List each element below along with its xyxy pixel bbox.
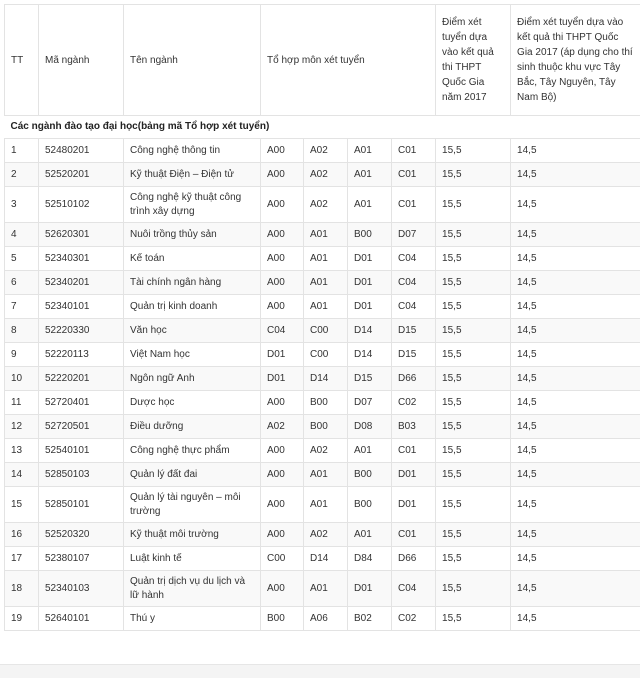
row-code: 52850101	[39, 487, 124, 523]
row-score-region: 14,5	[511, 271, 640, 295]
row-code: 52220201	[39, 367, 124, 391]
horizontal-scrollbar[interactable]	[0, 664, 640, 678]
row-combo-1: A00	[261, 139, 304, 163]
row-code: 52720501	[39, 415, 124, 439]
row-code: 52220330	[39, 319, 124, 343]
row-tt: 3	[5, 187, 39, 223]
table-row	[5, 439, 640, 463]
row-combo-3: D14	[348, 319, 392, 343]
row-combo-3: D08	[348, 415, 392, 439]
table-row	[5, 367, 640, 391]
row-tt: 15	[5, 487, 39, 523]
row-score-national: 15,5	[436, 391, 511, 415]
row-combo-3: A01	[348, 439, 392, 463]
header-score-national: Điểm xét tuyển dựa vào kết quả thi THPT Quốc Gia năm 2017	[436, 5, 511, 116]
row-combo-1: A00	[261, 271, 304, 295]
row-score-national: 15,5	[436, 139, 511, 163]
row-combo-1: A00	[261, 295, 304, 319]
row-name: Việt Nam học	[124, 343, 261, 367]
row-score-national: 15,5	[436, 271, 511, 295]
row-combo-1: A00	[261, 163, 304, 187]
row-name: Quản lý tài nguyên – môi trường	[124, 487, 261, 523]
row-score-region: 14,5	[511, 367, 640, 391]
row-name: Quản lý đất đai	[124, 463, 261, 487]
row-combo-3: A01	[348, 523, 392, 547]
row-score-national: 15,5	[436, 187, 511, 223]
header-name: Tên ngành	[124, 5, 261, 116]
table-row	[5, 571, 640, 607]
row-score-national: 15,5	[436, 571, 511, 607]
row-code: 52720401	[39, 391, 124, 415]
row-combo-2: A02	[304, 439, 348, 463]
row-score-national: 15,5	[436, 415, 511, 439]
row-code: 52340101	[39, 295, 124, 319]
row-combo-2: A01	[304, 295, 348, 319]
header-tt: TT	[5, 5, 39, 116]
row-score-national: 15,5	[436, 367, 511, 391]
row-score-national: 15,5	[436, 487, 511, 523]
section-title: Các ngành đào tạo đại học(bảng mã Tổ hợp xét tuyển)	[5, 116, 640, 139]
row-combo-3: B02	[348, 607, 392, 631]
row-score-region: 14,5	[511, 607, 640, 631]
row-code: 52340103	[39, 571, 124, 607]
section-row	[5, 116, 640, 139]
row-combo-4: C04	[392, 247, 436, 271]
row-combo-2: A06	[304, 607, 348, 631]
row-combo-4: C02	[392, 607, 436, 631]
row-score-region: 14,5	[511, 547, 640, 571]
row-score-region: 14,5	[511, 139, 640, 163]
row-tt: 16	[5, 523, 39, 547]
row-tt: 2	[5, 163, 39, 187]
row-combo-1: A00	[261, 463, 304, 487]
row-combo-4: D66	[392, 547, 436, 571]
row-combo-3: A01	[348, 187, 392, 223]
row-score-national: 15,5	[436, 439, 511, 463]
row-name: Tài chính ngân hàng	[124, 271, 261, 295]
row-score-region: 14,5	[511, 187, 640, 223]
row-combo-1: A00	[261, 439, 304, 463]
row-combo-2: A02	[304, 523, 348, 547]
row-score-region: 14,5	[511, 523, 640, 547]
row-score-region: 14,5	[511, 415, 640, 439]
table-row	[5, 319, 640, 343]
row-combo-4: D15	[392, 343, 436, 367]
row-combo-3: B00	[348, 487, 392, 523]
table-row	[5, 271, 640, 295]
row-combo-2: A02	[304, 139, 348, 163]
row-code: 52540101	[39, 439, 124, 463]
table-row	[5, 463, 640, 487]
row-tt: 13	[5, 439, 39, 463]
row-combo-4: D07	[392, 223, 436, 247]
row-combo-3: D07	[348, 391, 392, 415]
row-tt: 17	[5, 547, 39, 571]
row-combo-2: D14	[304, 367, 348, 391]
row-code: 52340301	[39, 247, 124, 271]
row-combo-2: A01	[304, 571, 348, 607]
table-row	[5, 247, 640, 271]
row-combo-4: C01	[392, 439, 436, 463]
row-score-national: 15,5	[436, 607, 511, 631]
row-tt: 9	[5, 343, 39, 367]
row-combo-2: A01	[304, 271, 348, 295]
row-name: Công nghệ kỹ thuật công trình xây dựng	[124, 187, 261, 223]
row-combo-2: A01	[304, 223, 348, 247]
row-score-region: 14,5	[511, 487, 640, 523]
row-combo-1: A00	[261, 571, 304, 607]
row-combo-1: A00	[261, 247, 304, 271]
table-row	[5, 391, 640, 415]
row-combo-3: A01	[348, 139, 392, 163]
row-tt: 18	[5, 571, 39, 607]
row-combo-4: D15	[392, 319, 436, 343]
admission-table	[4, 4, 640, 631]
row-score-national: 15,5	[436, 295, 511, 319]
row-score-region: 14,5	[511, 247, 640, 271]
row-score-region: 14,5	[511, 319, 640, 343]
table-row	[5, 223, 640, 247]
row-score-region: 14,5	[511, 463, 640, 487]
table-row	[5, 547, 640, 571]
row-score-region: 14,5	[511, 295, 640, 319]
row-code: 52220113	[39, 343, 124, 367]
row-combo-1: A00	[261, 187, 304, 223]
table-body	[5, 116, 640, 631]
row-combo-4: C01	[392, 523, 436, 547]
table-row	[5, 163, 640, 187]
row-code: 52520201	[39, 163, 124, 187]
row-combo-2: A01	[304, 487, 348, 523]
row-code: 52640101	[39, 607, 124, 631]
row-combo-1: A00	[261, 223, 304, 247]
row-combo-1: D01	[261, 343, 304, 367]
row-combo-1: A02	[261, 415, 304, 439]
table-row	[5, 295, 640, 319]
header-score-region: Điểm xét tuyển dựa vào kết quả thi THPT Quốc Gia 2017 (áp dụng cho thí sinh thuộc khu vực Tây Bắc, Tây Nguyên, Tây Nam Bộ)	[511, 5, 640, 116]
row-combo-4: C01	[392, 139, 436, 163]
row-combo-1: A00	[261, 487, 304, 523]
row-combo-3: D01	[348, 295, 392, 319]
row-code: 52340201	[39, 271, 124, 295]
row-combo-2: B00	[304, 391, 348, 415]
row-name: Thú y	[124, 607, 261, 631]
row-name: Kỹ thuật Điện – Điện tử	[124, 163, 261, 187]
row-combo-4: C04	[392, 571, 436, 607]
row-combo-3: D01	[348, 571, 392, 607]
row-combo-2: D14	[304, 547, 348, 571]
row-combo-4: C02	[392, 391, 436, 415]
row-code: 52510102	[39, 187, 124, 223]
row-combo-3: D14	[348, 343, 392, 367]
row-combo-4: D01	[392, 463, 436, 487]
row-score-region: 14,5	[511, 163, 640, 187]
row-tt: 14	[5, 463, 39, 487]
row-combo-2: A02	[304, 187, 348, 223]
row-combo-1: C00	[261, 547, 304, 571]
table-row	[5, 523, 640, 547]
row-code: 52620301	[39, 223, 124, 247]
row-name: Công nghệ thông tin	[124, 139, 261, 163]
row-combo-4: C04	[392, 295, 436, 319]
row-name: Điều dưỡng	[124, 415, 261, 439]
row-score-national: 15,5	[436, 247, 511, 271]
row-combo-1: B00	[261, 607, 304, 631]
row-combo-2: C00	[304, 319, 348, 343]
row-combo-4: D66	[392, 367, 436, 391]
row-score-region: 14,5	[511, 571, 640, 607]
row-combo-3: D01	[348, 247, 392, 271]
row-score-region: 14,5	[511, 391, 640, 415]
row-code: 52480201	[39, 139, 124, 163]
row-tt: 4	[5, 223, 39, 247]
row-name: Kỹ thuật môi trường	[124, 523, 261, 547]
row-tt: 8	[5, 319, 39, 343]
row-combo-4: C04	[392, 271, 436, 295]
row-tt: 5	[5, 247, 39, 271]
row-combo-4: D01	[392, 487, 436, 523]
row-name: Dược học	[124, 391, 261, 415]
row-combo-2: A01	[304, 247, 348, 271]
row-name: Quản trị kinh doanh	[124, 295, 261, 319]
row-score-region: 14,5	[511, 439, 640, 463]
row-combo-1: D01	[261, 367, 304, 391]
row-tt: 1	[5, 139, 39, 163]
row-tt: 10	[5, 367, 39, 391]
table-row	[5, 487, 640, 523]
row-combo-1: C04	[261, 319, 304, 343]
row-combo-2: A02	[304, 163, 348, 187]
row-score-national: 15,5	[436, 547, 511, 571]
row-name: Quản trị dịch vụ du lịch và lữ hành	[124, 571, 261, 607]
row-score-national: 15,5	[436, 523, 511, 547]
row-tt: 6	[5, 271, 39, 295]
row-name: Nuôi trồng thủy sản	[124, 223, 261, 247]
row-combo-4: C01	[392, 187, 436, 223]
row-combo-3: D01	[348, 271, 392, 295]
row-combo-2: A01	[304, 463, 348, 487]
table-row	[5, 187, 640, 223]
row-tt: 7	[5, 295, 39, 319]
row-combo-2: C00	[304, 343, 348, 367]
row-tt: 11	[5, 391, 39, 415]
row-combo-1: A00	[261, 391, 304, 415]
row-score-region: 14,5	[511, 223, 640, 247]
row-name: Văn học	[124, 319, 261, 343]
row-combo-3: D15	[348, 367, 392, 391]
row-combo-4: C01	[392, 163, 436, 187]
row-name: Luật kinh tế	[124, 547, 261, 571]
table-row	[5, 139, 640, 163]
row-score-national: 15,5	[436, 163, 511, 187]
row-score-region: 14,5	[511, 343, 640, 367]
row-name: Kế toán	[124, 247, 261, 271]
row-code: 52850103	[39, 463, 124, 487]
row-name: Ngôn ngữ Anh	[124, 367, 261, 391]
row-combo-3: B00	[348, 223, 392, 247]
row-score-national: 15,5	[436, 463, 511, 487]
row-score-national: 15,5	[436, 223, 511, 247]
row-score-national: 15,5	[436, 319, 511, 343]
table-header-row	[5, 5, 640, 116]
header-combo: Tổ hợp môn xét tuyển	[261, 5, 436, 116]
row-code: 52520320	[39, 523, 124, 547]
header-code: Mã ngành	[39, 5, 124, 116]
row-combo-1: A00	[261, 523, 304, 547]
row-combo-3: B00	[348, 463, 392, 487]
row-combo-4: B03	[392, 415, 436, 439]
table-row	[5, 343, 640, 367]
row-combo-2: B00	[304, 415, 348, 439]
row-tt: 12	[5, 415, 39, 439]
table-row	[5, 607, 640, 631]
row-code: 52380107	[39, 547, 124, 571]
row-score-national: 15,5	[436, 343, 511, 367]
row-tt: 19	[5, 607, 39, 631]
row-combo-3: D84	[348, 547, 392, 571]
row-combo-3: A01	[348, 163, 392, 187]
row-name: Công nghệ thực phẩm	[124, 439, 261, 463]
table-row	[5, 415, 640, 439]
